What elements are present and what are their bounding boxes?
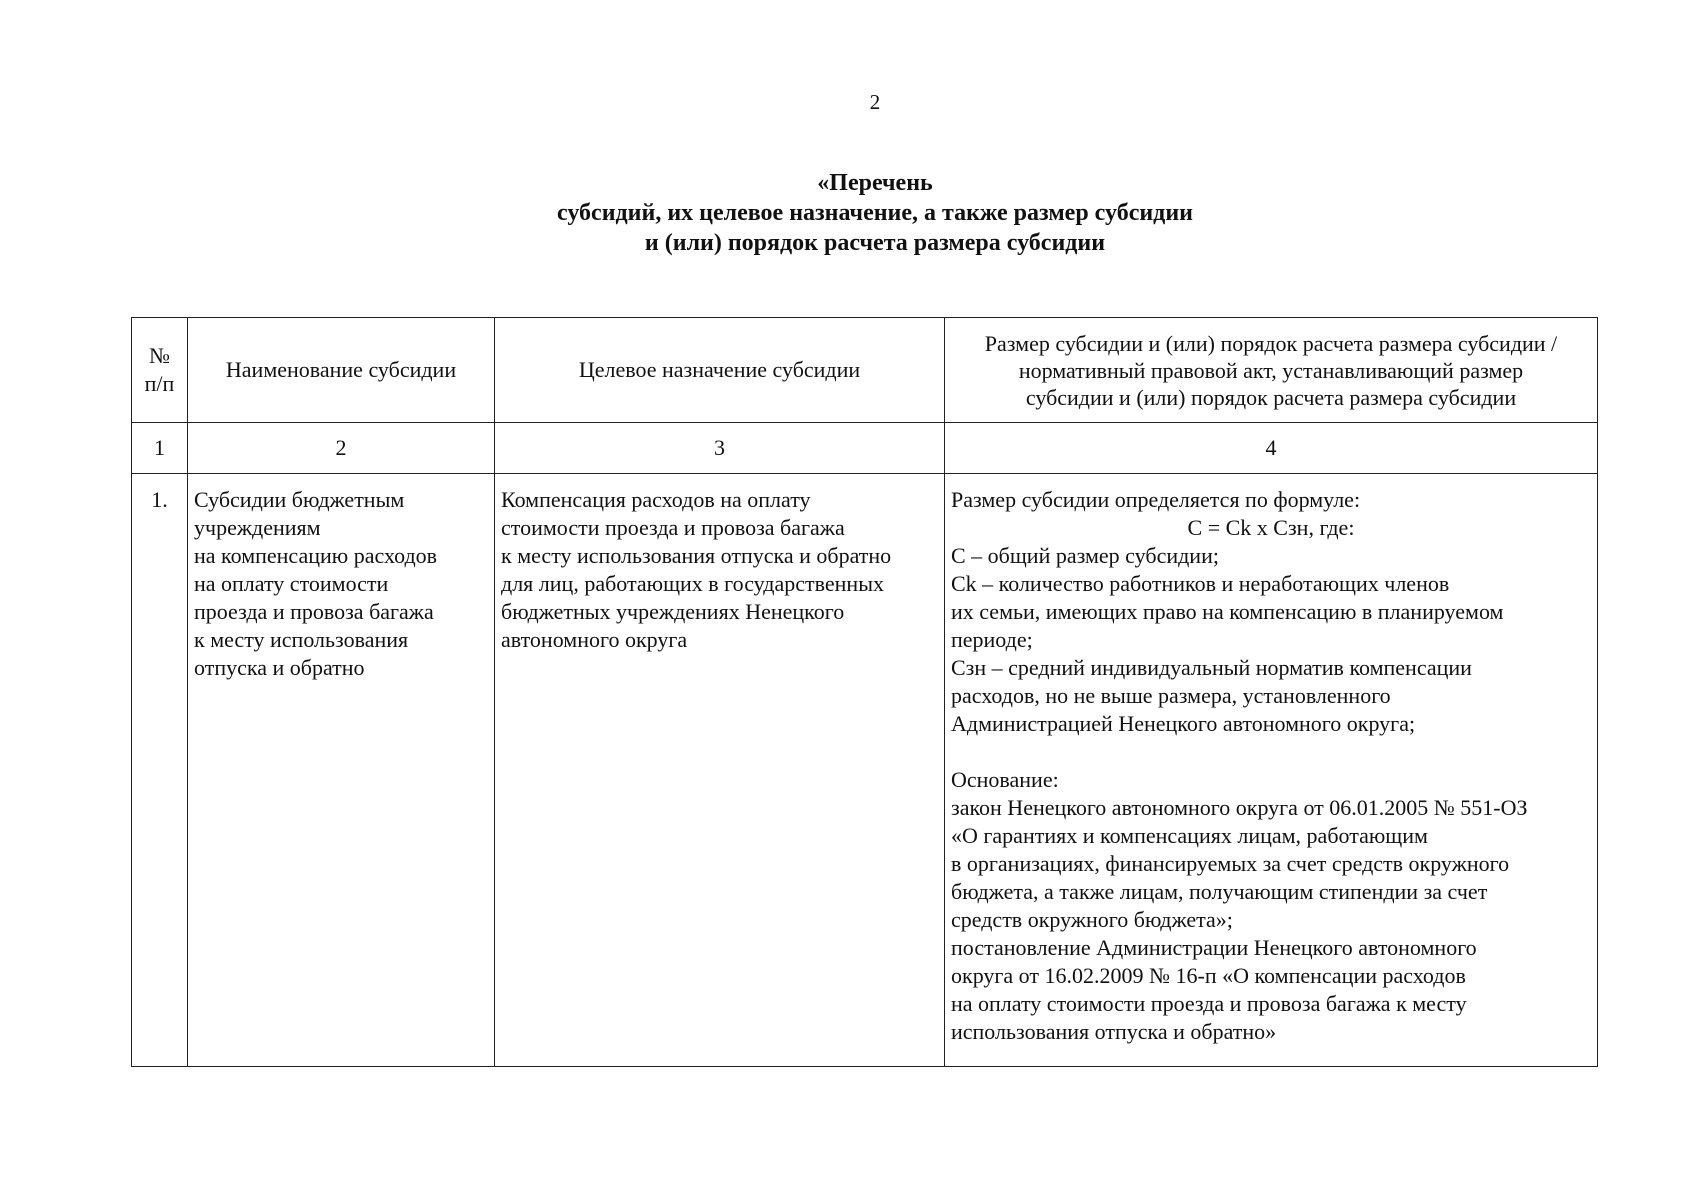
subsidy-name-line: проезда и провоза багажа <box>194 599 434 624</box>
basis-line: на оплату стоимости проезда и провоза багажа к месту <box>951 991 1467 1016</box>
paragraph-spacer <box>951 738 1591 766</box>
subsidy-name-line: к месту использования <box>194 627 409 652</box>
subsidy-purpose-line: к месту использования отпуска и обратно <box>501 543 892 568</box>
column-index: 3 <box>495 423 945 474</box>
row-number: 1. <box>132 474 188 1067</box>
amount-definition-line: С – общий размер субсидии; <box>951 543 1219 568</box>
subsidy-table <box>131 317 1598 1067</box>
subsidy-purpose-line: для лиц, работающих в государственных <box>501 571 884 596</box>
basis-line: средств окружного бюджета»; <box>951 907 1233 932</box>
title-line: «Перечень <box>817 170 933 196</box>
header-amount-line: Размер субсидии и (или) порядок расчета размера субсидии / <box>984 330 1558 356</box>
subsidy-purpose-cell <box>495 474 945 1067</box>
subsidy-purpose-line: бюджетных учреждениях Ненецкого <box>501 599 845 624</box>
basis-label: Основание: <box>951 767 1059 792</box>
page-number: 2 <box>869 90 881 114</box>
column-index: 2 <box>188 423 495 474</box>
header-amount <box>945 318 1598 423</box>
subsidy-name-cell <box>188 474 495 1067</box>
amount-intro: Размер субсидии определяется по формуле: <box>951 487 1361 512</box>
subsidy-purpose-line: стоимости проезда и провоза багажа <box>501 515 845 540</box>
subsidy-amount-cell <box>945 474 1598 1067</box>
basis-line: постановление Администрации Ненецкого автономного <box>951 935 1477 960</box>
subsidy-purpose-line: Компенсация расходов на оплату <box>501 487 811 512</box>
basis-line: «О гарантиях и компенсациях лицам, работающим <box>951 823 1428 848</box>
basis-line: использования отпуска и обратно» <box>951 1019 1277 1044</box>
amount-definition-line: Сk – количество работников и неработающих членов <box>951 571 1450 596</box>
basis-line: закон Ненецкого автономного округа от 06.01.2005 № 551-ОЗ <box>951 795 1528 820</box>
header-amount-line: нормативный правовой акт, устанавливающий размер <box>1018 357 1524 383</box>
subsidy-name-line: на оплату стоимости <box>194 571 389 596</box>
basis-line: в организациях, финансируемых за счет средств окружного <box>951 851 1510 876</box>
subsidy-purpose-line: автономного округа <box>501 627 688 652</box>
title-line: субсидий, их целевое назначение, а также размер субсидии <box>557 200 1193 226</box>
document-title <box>0 168 1697 258</box>
table-row <box>132 474 1598 1067</box>
column-index-row <box>132 423 1598 474</box>
subsidy-name-line: учреждениям <box>194 515 321 540</box>
amount-definition-line: их семьи, имеющих право на компенсацию в планируемом <box>951 599 1504 624</box>
amount-formula: С = Сk х Сзн, где: <box>1187 515 1355 540</box>
header-number-line: № <box>149 343 170 368</box>
table-header-row <box>132 318 1598 423</box>
header-name: Наименование субсидии <box>188 318 495 423</box>
amount-definition-line: расходов, но не выше размера, установленного <box>951 683 1391 708</box>
subsidy-name-line: на компенсацию расходов <box>194 543 438 568</box>
basis-line: бюджета, а также лицам, получающим стипендии за счет <box>951 879 1488 904</box>
amount-definition-line: Администрацией Ненецкого автономного округа; <box>951 711 1416 736</box>
basis-line: округа от 16.02.2009 № 16-п «О компенсации расходов <box>951 963 1466 988</box>
subsidy-name-line: отпуска и обратно <box>194 655 365 680</box>
title-line: и (или) порядок расчета размера субсидии <box>644 230 1106 256</box>
amount-definition-line: Сзн – средний индивидуальный норматив компенсации <box>951 655 1472 680</box>
column-index: 1 <box>132 423 188 474</box>
header-number-line: п/п <box>144 371 175 396</box>
header-amount-line: субсидии и (или) порядок расчета размера субсидии <box>1025 384 1517 410</box>
amount-definition-line: периоде; <box>951 627 1033 652</box>
header-number <box>132 318 188 423</box>
subsidy-name-line: Субсидии бюджетным <box>194 487 405 512</box>
header-purpose: Целевое назначение субсидии <box>495 318 945 423</box>
column-index: 4 <box>945 423 1598 474</box>
